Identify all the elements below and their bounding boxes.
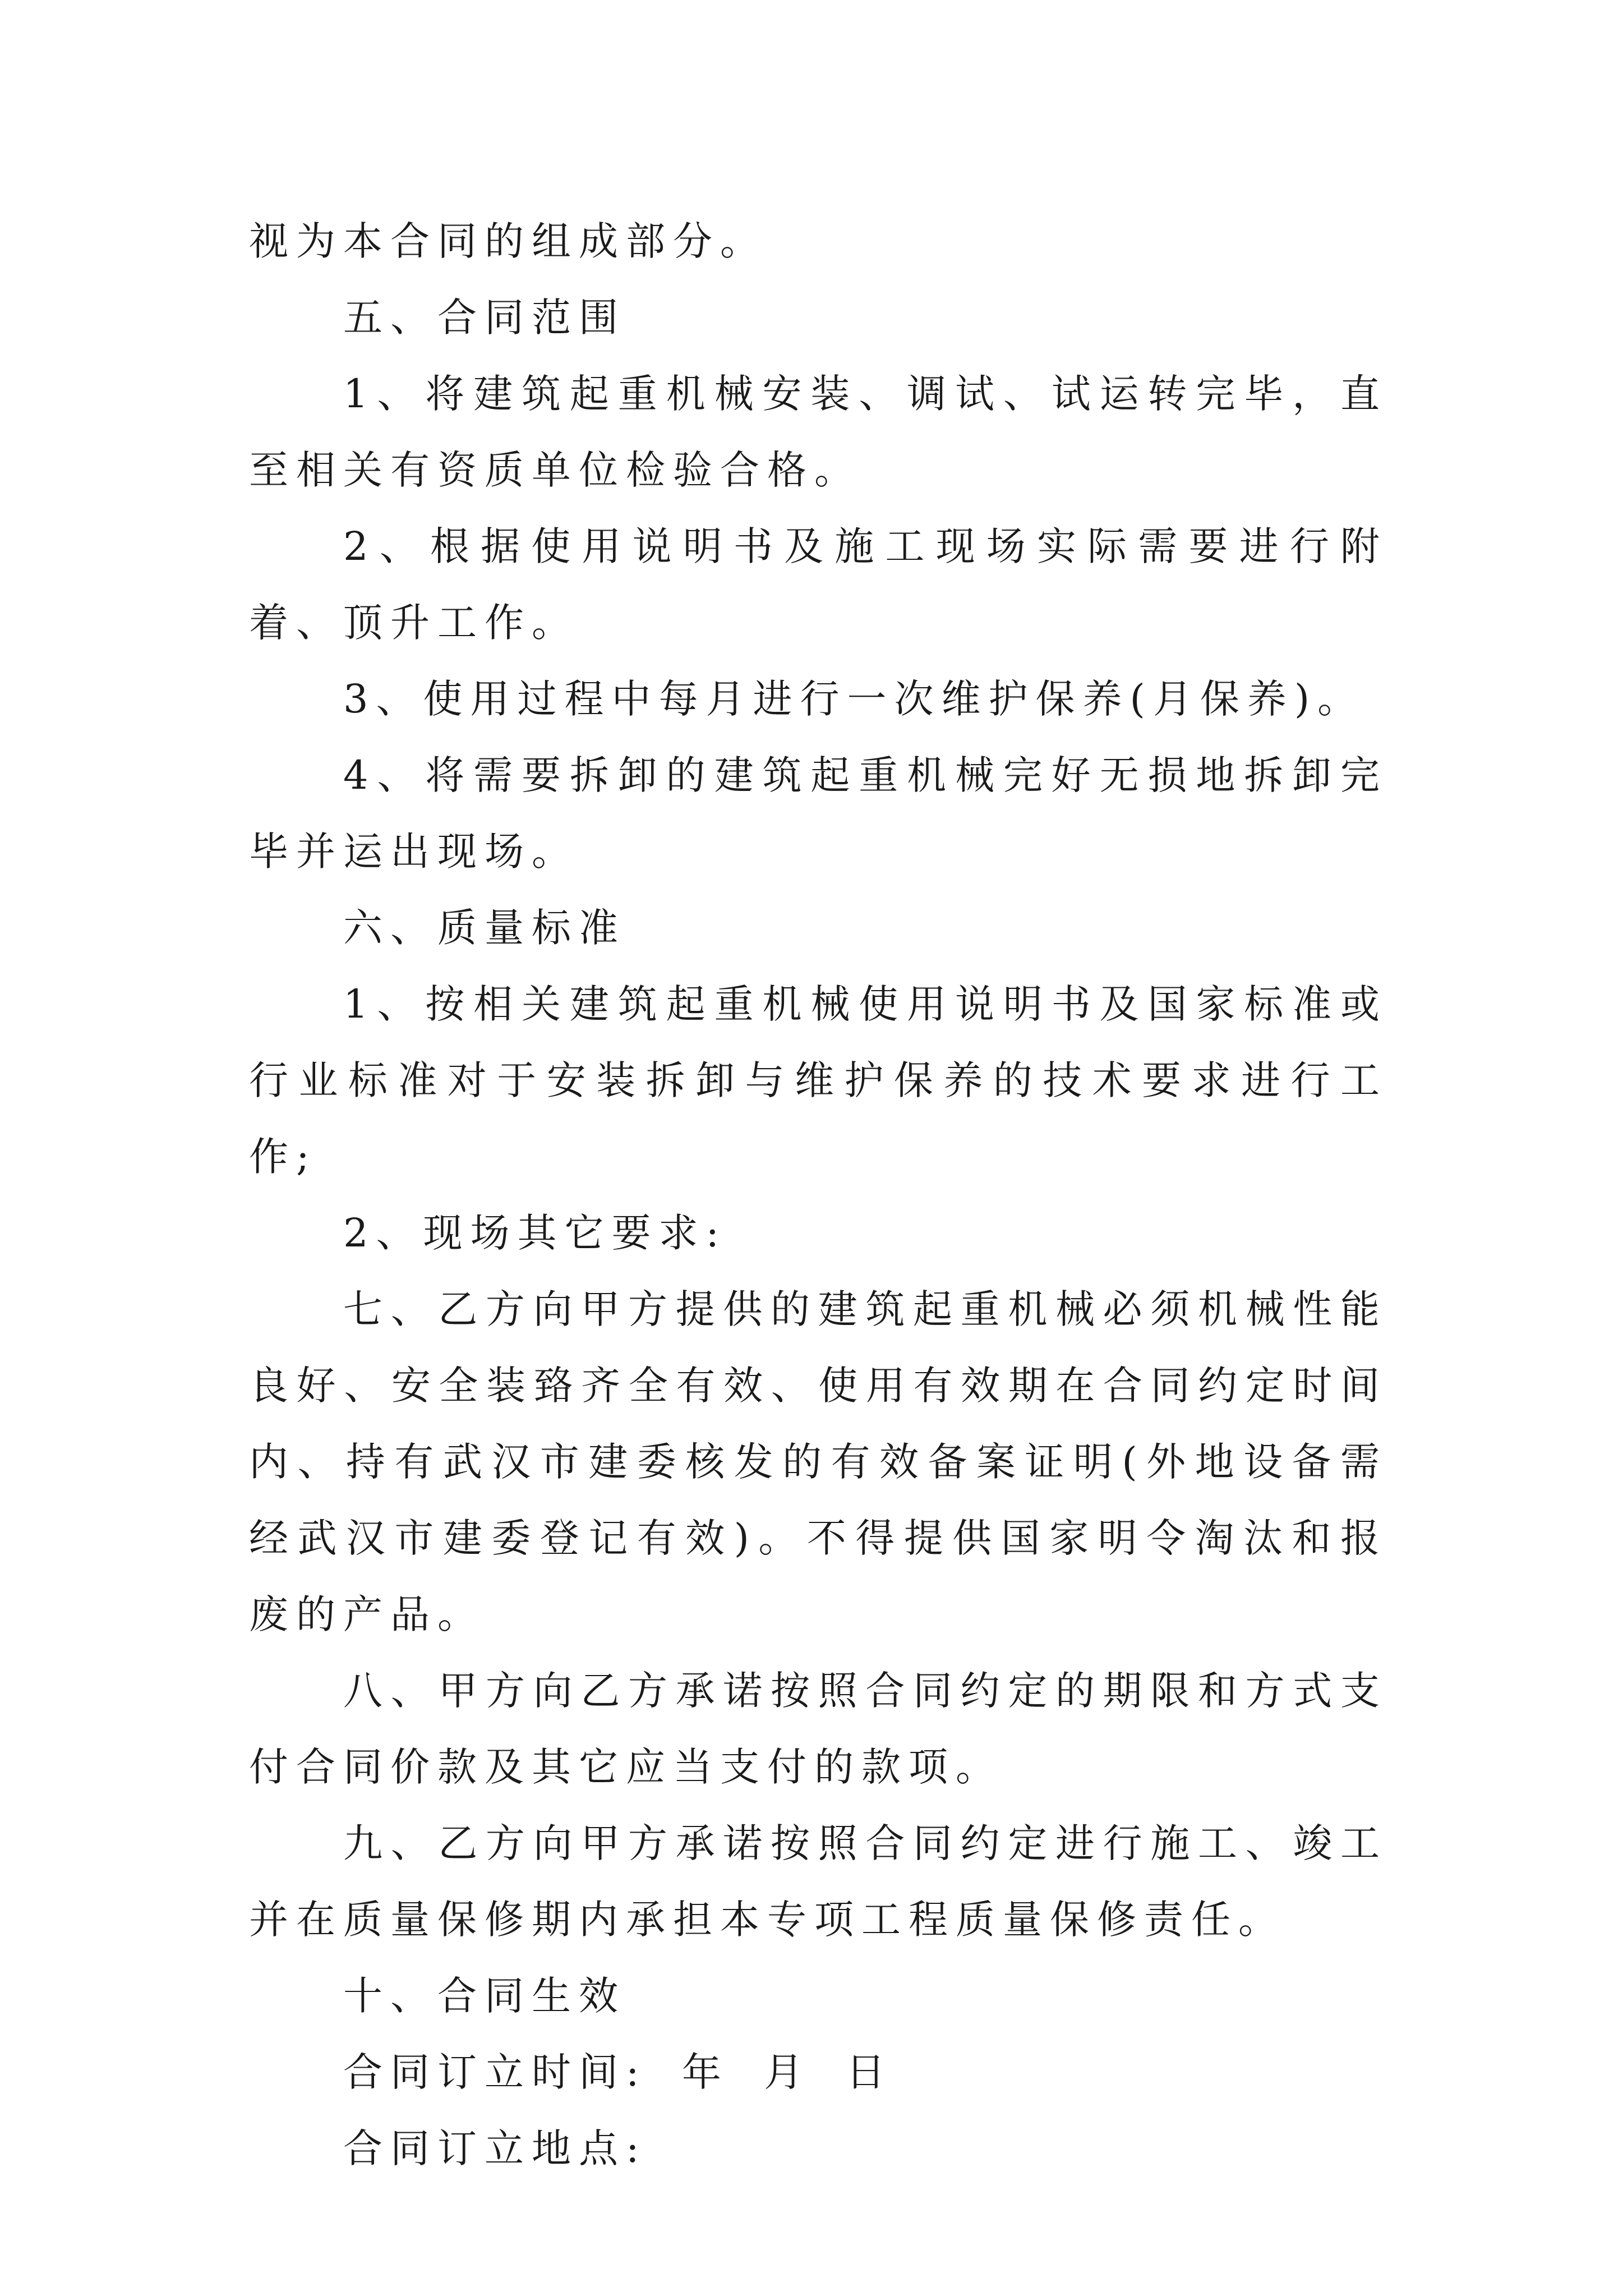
- scope-item-4: 4、将需要拆卸的建筑起重机械完好无损地拆卸完毕并运出现场。: [249, 752, 1387, 875]
- clause-nine: 九、乙方向甲方承诺按照合同约定进行施工、竣工并在质量保修期内承担本专项工程质量保修责任。: [249, 1820, 1387, 1943]
- clause-eight: 八、甲方向乙方承诺按照合同约定的期限和方式支付合同价款及其它应当支付的款项。: [249, 1668, 1387, 1790]
- contract-date-line: 合同订立时间: 年 月 日: [343, 2049, 893, 2095]
- clause-seven: 七、乙方向甲方提供的建筑起重机械必须机械性能良好、安全装臵齐全有效、使用有效期在合同约定时间内、持有武汉市建委核发的有效备案证明(外地设备需经武汉市建委登记有效)。不得提供国家明令淘汰和报废的产品。: [249, 1286, 1387, 1637]
- scope-item-1: 1、将建筑起重机械安装、调试、试运转完毕，直至相关有资质单位检验合格。: [249, 371, 1387, 493]
- quality-item-2: 2、现场其它要求:: [343, 1210, 727, 1256]
- section-heading-effect: 十、合同生效: [343, 1973, 626, 2019]
- document-page: [249, 203, 1387, 2187]
- quality-item-1: 1、按相关建筑起重机械使用说明书及国家标准或行业标准对于安装拆卸与维护保养的技术要求进行工作;: [249, 981, 1387, 1180]
- scope-item-2: 2、根据使用说明书及施工现场实际需要进行附着、顶升工作。: [249, 523, 1387, 646]
- section-heading-quality: 六、质量标准: [343, 905, 626, 951]
- paragraph-continuation: 视为本合同的组成部分。: [249, 218, 767, 264]
- section-heading-scope: 五、合同范围: [343, 295, 626, 341]
- contract-place-line: 合同订立地点:: [343, 2125, 647, 2171]
- scope-item-3: 3、使用过程中每月进行一次维护保养(月保养)。: [343, 676, 1365, 722]
